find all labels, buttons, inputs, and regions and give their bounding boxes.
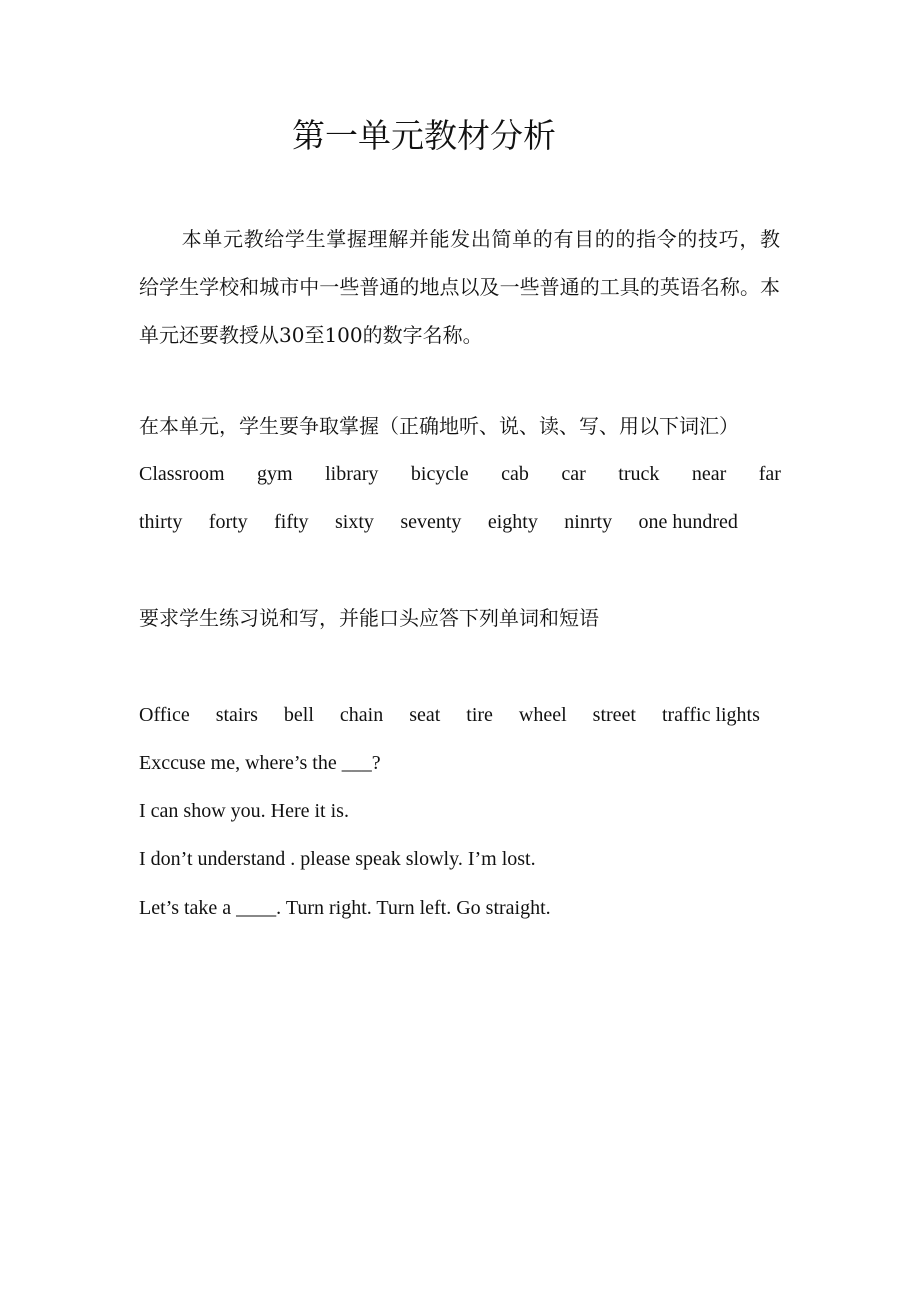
practice-word: tire — [466, 704, 493, 726]
phrase-line: Exccuse me, where’s the ___? — [139, 752, 381, 774]
vocab-word: eighty — [487, 511, 538, 533]
phrase-line: I can show you. Here it is. — [139, 800, 349, 822]
vocab-word: thirty — [139, 511, 183, 533]
vocab-word: library — [325, 463, 379, 485]
practice-word: street — [592, 704, 636, 726]
phrase-line: I don’t understand . please speak slowly. I’m lost. — [139, 848, 536, 870]
vocab-intro-text: 在本单元，学生要争取掌握（正确地听、说、读、写、用以下词汇） — [139, 414, 739, 438]
vocab-row-2 — [139, 508, 738, 536]
phrase-line: Let’s take a ____. Turn right. Turn left. Go straight. — [139, 897, 551, 919]
vocab-word: one hundred — [638, 511, 738, 533]
practice-word: traffic lights — [661, 704, 760, 726]
vocab-word: fifty — [274, 511, 309, 533]
intro-paragraph — [139, 215, 780, 359]
practice-word: Office — [139, 704, 190, 726]
vocab-word: forty — [208, 511, 248, 533]
intro-text: 本单元教给学生掌握理解并能发出简单的有目的的指令的技巧，教给学生学校和城市中一些普通的地点以及一些普通的工具的英语名称。本单元还要教授从30至100的数字名称。 — [139, 227, 780, 347]
vocab-word: far — [758, 463, 781, 485]
vocab-word: Classroom — [139, 463, 225, 485]
practice-word: stairs — [215, 704, 258, 726]
vocab-word: ninrty — [564, 511, 613, 533]
vocab-word: gym — [257, 463, 293, 485]
vocab-word: sixty — [334, 511, 374, 533]
practice-words-row — [139, 701, 760, 729]
vocab-intro-paragraph — [139, 354, 780, 450]
vocab-word: bicycle — [410, 463, 469, 485]
practice-word: wheel — [518, 704, 567, 726]
practice-word: chain — [339, 704, 384, 726]
practice-word: seat — [409, 704, 441, 726]
vocab-word: cab — [501, 463, 529, 485]
page-title: 第一单元教材分析 — [292, 116, 556, 155]
vocab-word: car — [561, 463, 586, 485]
vocab-word: truck — [618, 463, 660, 485]
practice-intro: 要求学生练习说和写，并能口头应答下列单词和短语 — [139, 606, 599, 630]
practice-word: bell — [283, 704, 314, 726]
vocab-row-1 — [139, 460, 781, 488]
vocab-word: seventy — [400, 511, 462, 533]
vocab-word: near — [691, 463, 727, 485]
